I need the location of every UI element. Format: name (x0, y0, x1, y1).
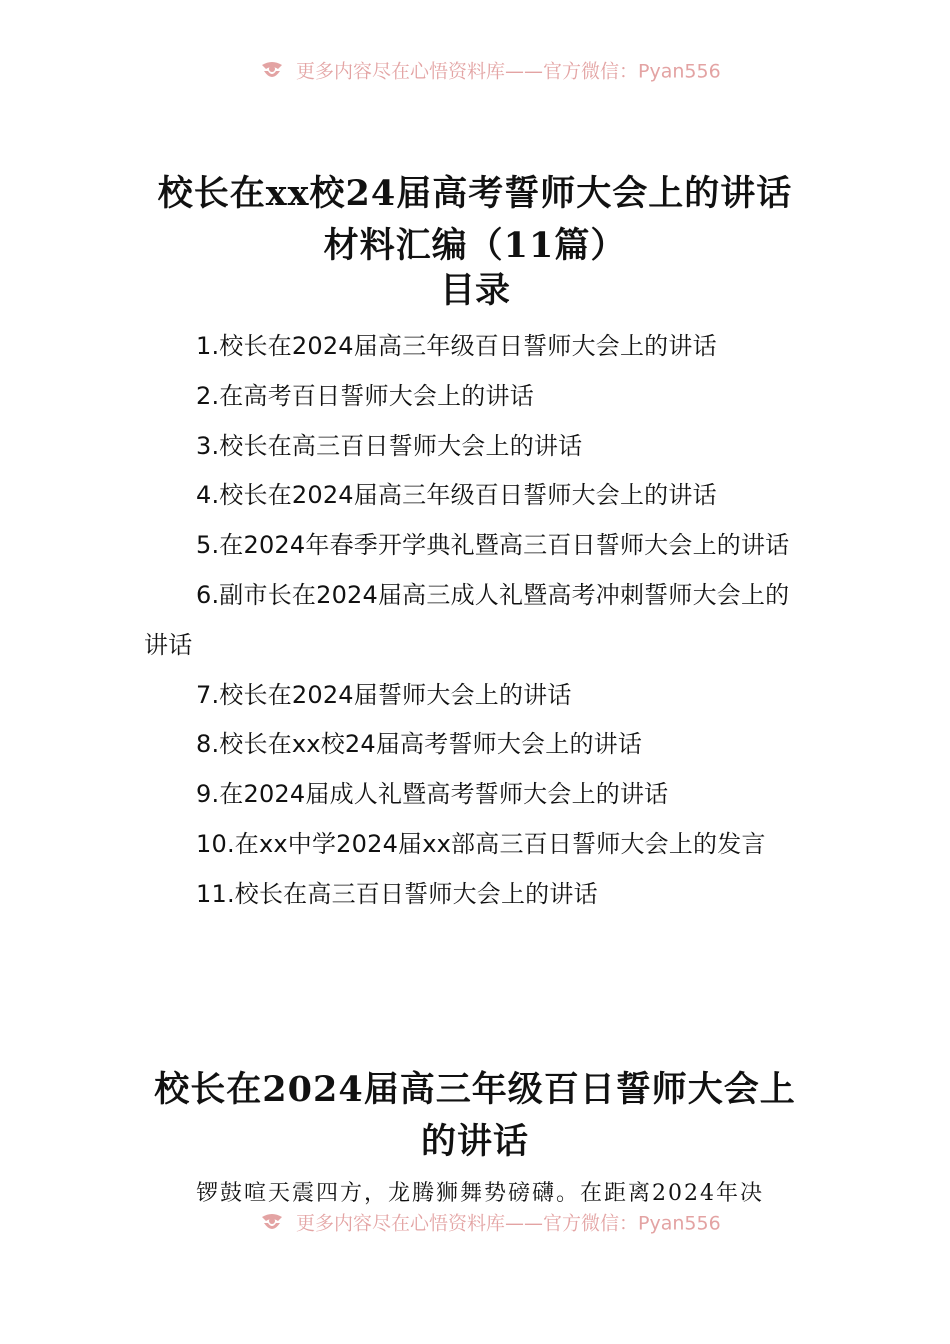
watermark-header (258, 56, 778, 86)
toc-item-4[interactable]: 4.校长在2024届高三年级百日誓师大会上的讲话 (196, 481, 717, 510)
toc-item-3[interactable]: 3.校长在高三百日誓师大会上的讲话 (196, 431, 583, 460)
toc-item-11[interactable]: 11.校长在高三百日誓师大会上的讲话 (196, 879, 598, 908)
toc-item-8[interactable]: 8.校长在xx校24届高考誓师大会上的讲话 (196, 730, 643, 759)
toc-item-6[interactable]: 6.副市长在2024届高三成人礼暨高考冲刺誓师大会上的讲话 (144, 580, 790, 659)
body-paragraph: 锣鼓喧天震四方，龙腾狮舞势磅礴。在距离2024年决 (196, 1181, 764, 1206)
toc-item-1[interactable]: 1.校长在2024届高三年级百日誓师大会上的讲话 (196, 332, 717, 360)
toc-item-5[interactable]: 5.在2024年春季开学典礼暨高三百日誓师大会上的讲话 (196, 531, 790, 560)
brand-logo-icon (258, 59, 286, 85)
table-of-contents (144, 322, 808, 920)
toc-item-7[interactable]: 7.校长在2024届誓师大会上的讲话 (196, 680, 572, 709)
toc-item-10[interactable]: 10.在xx中学2024届xx部高三百日誓师大会上的发言 (196, 829, 766, 858)
watermark-footer (258, 1208, 778, 1238)
watermark-text: 更多内容尽在心悟资料库——官方微信：Pyan556 (296, 60, 721, 83)
section-title: 校长在2024届高三年级百日誓师大会上的讲话 (154, 1069, 796, 1162)
watermark-text: 更多内容尽在心悟资料库——官方微信：Pyan556 (296, 1212, 721, 1235)
brand-logo-icon (258, 1211, 286, 1237)
toc-item-9[interactable]: 9.在2024届成人礼暨高考誓师大会上的讲话 (196, 780, 669, 809)
toc-heading: 目录 (439, 270, 510, 311)
document-title: 校长在xx校24届高考誓师大会上的讲话材料汇编（11篇） (157, 173, 793, 266)
toc-item-2[interactable]: 2.在高考百日誓师大会上的讲话 (196, 381, 534, 410)
